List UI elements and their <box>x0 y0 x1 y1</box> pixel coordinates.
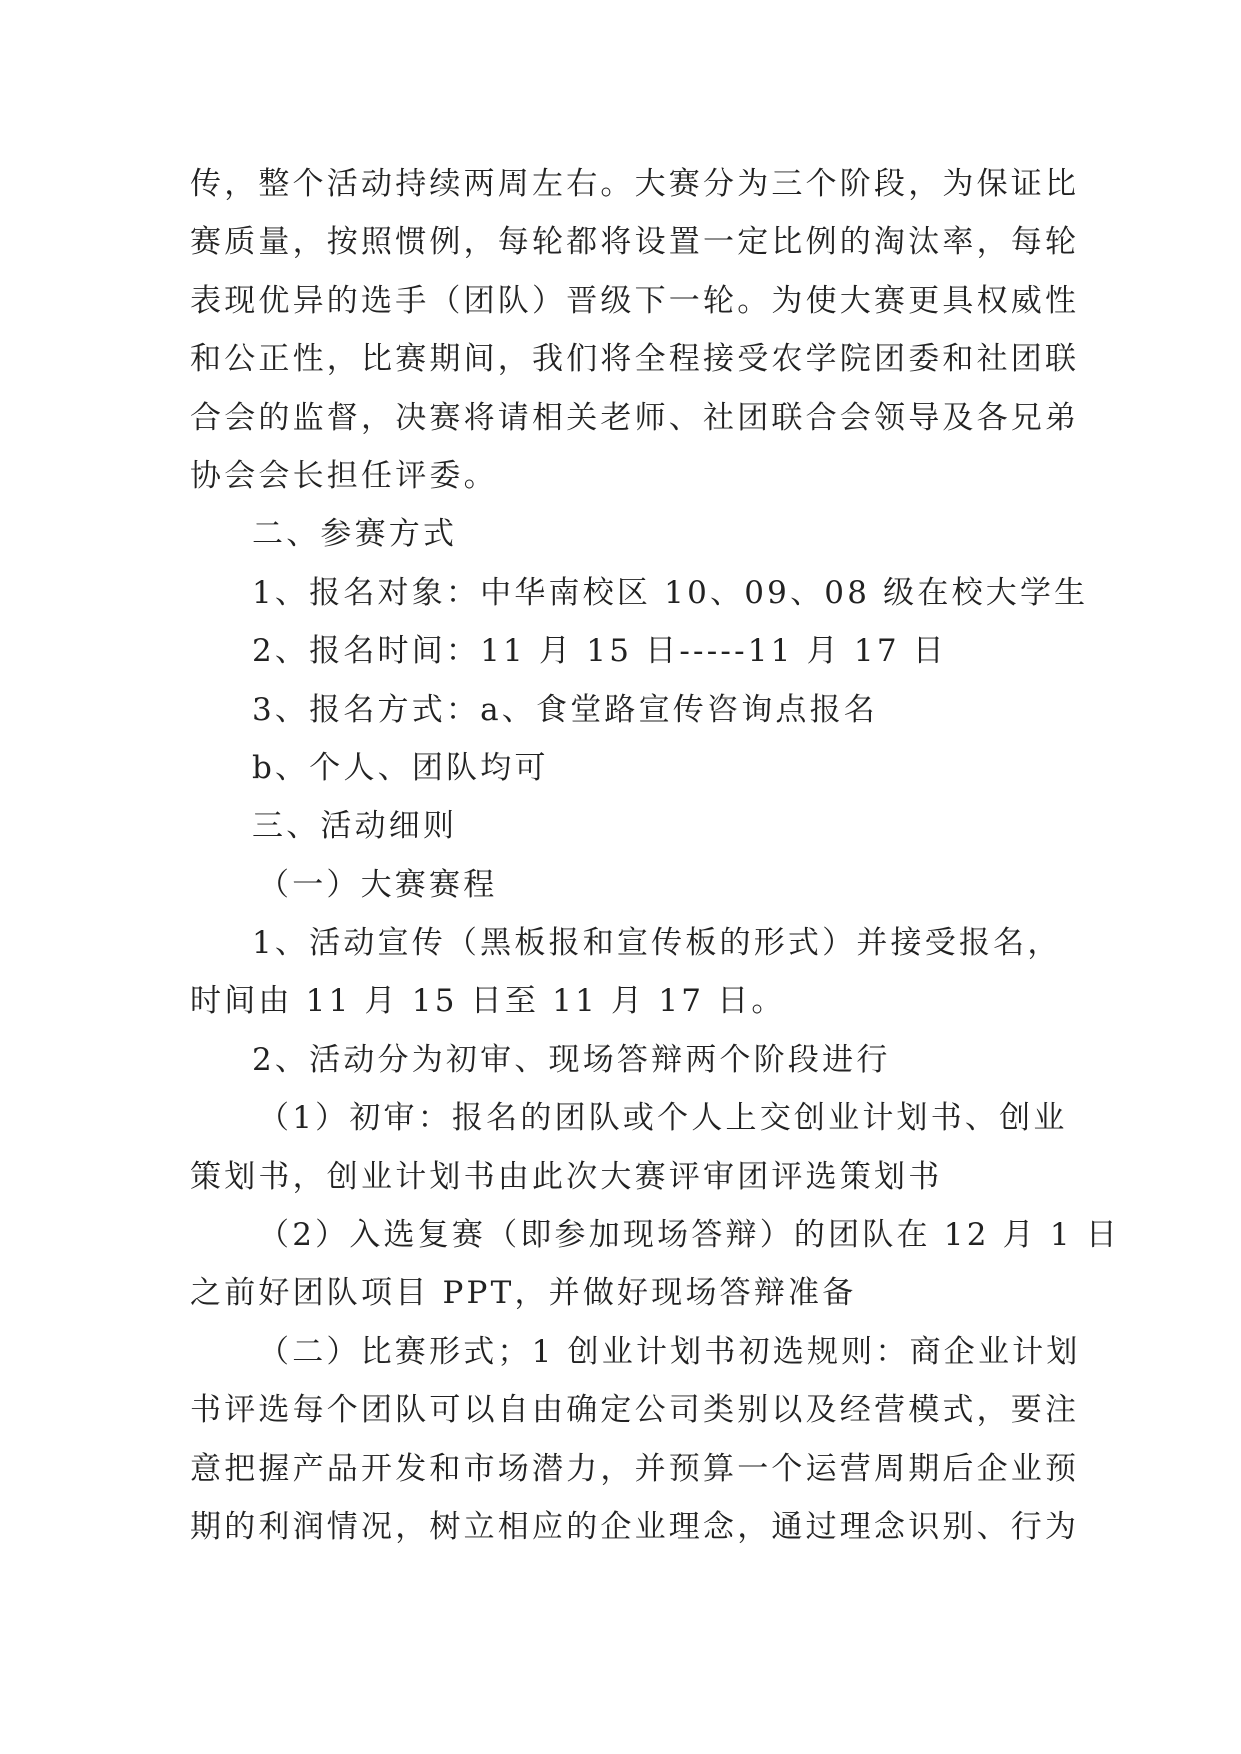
section-heading: 二、参赛方式 <box>252 516 458 553</box>
document-body <box>190 155 1121 1556</box>
paragraph-line: （1）初审：报名的团队或个人上交创业计划书、创业 <box>258 1100 1068 1137</box>
paragraph-line: 之前好团队项目 PPT，并做好现场答辩准备 <box>190 1275 857 1312</box>
paragraph-line: 合会的监督，决赛将请相关老师、社团联合会领导及各兄弟 <box>190 399 1080 436</box>
subsection-heading: （二）比赛形式；1 创业计划书初选规则：商企业计划 <box>258 1333 1081 1370</box>
paragraph-line: 2、活动分为初审、现场答辩两个阶段进行 <box>252 1041 891 1078</box>
list-item: b、个人、团队均可 <box>252 749 549 786</box>
list-item: 2、报名时间：11 月 15 日-----11 月 17 日 <box>252 633 948 670</box>
list-item: 1、报名对象：中华南校区 10、09、08 级在校大学生 <box>252 574 1089 611</box>
paragraph-line: 和公正性，比赛期间，我们将全程接受农学院团委和社团联 <box>190 341 1080 378</box>
subsection-heading: （一）大赛赛程 <box>258 866 498 903</box>
paragraph-line: 表现优异的选手（团队）晋级下一轮。为使大赛更具权威性 <box>190 282 1080 319</box>
paragraph-line: 协会会长担任评委。 <box>190 457 498 494</box>
section-heading: 三、活动细则 <box>252 808 458 845</box>
paragraph-line: 1、活动宣传（黑板报和宣传板的形式）并接受报名， <box>252 925 1062 962</box>
paragraph-line: 传，整个活动持续两周左右。大赛分为三个阶段，为保证比 <box>190 166 1080 202</box>
paragraph-line: 期的利润情况，树立相应的企业理念，通过理念识别、行为 <box>190 1508 1080 1545</box>
paragraph-line: 策划书，创业计划书由此次大赛评审团评选策划书 <box>190 1158 943 1195</box>
paragraph-line: 时间由 11 月 15 日至 11 月 17 日。 <box>190 983 786 1020</box>
paragraph-line: （2）入选复赛（即参加现场答辩）的团队在 12 月 1 日 <box>258 1217 1121 1254</box>
paragraph-line: 赛质量，按照惯例，每轮都将设置一定比例的淘汰率，每轮 <box>190 224 1080 261</box>
paragraph-line: 意把握产品开发和市场潜力，并预算一个运营周期后企业预 <box>190 1450 1080 1487</box>
paragraph-line: 书评选每个团队可以自由确定公司类别以及经营模式，要注 <box>190 1392 1080 1429</box>
list-item: 3、报名方式：a、食堂路宣传咨询点报名 <box>252 691 879 728</box>
